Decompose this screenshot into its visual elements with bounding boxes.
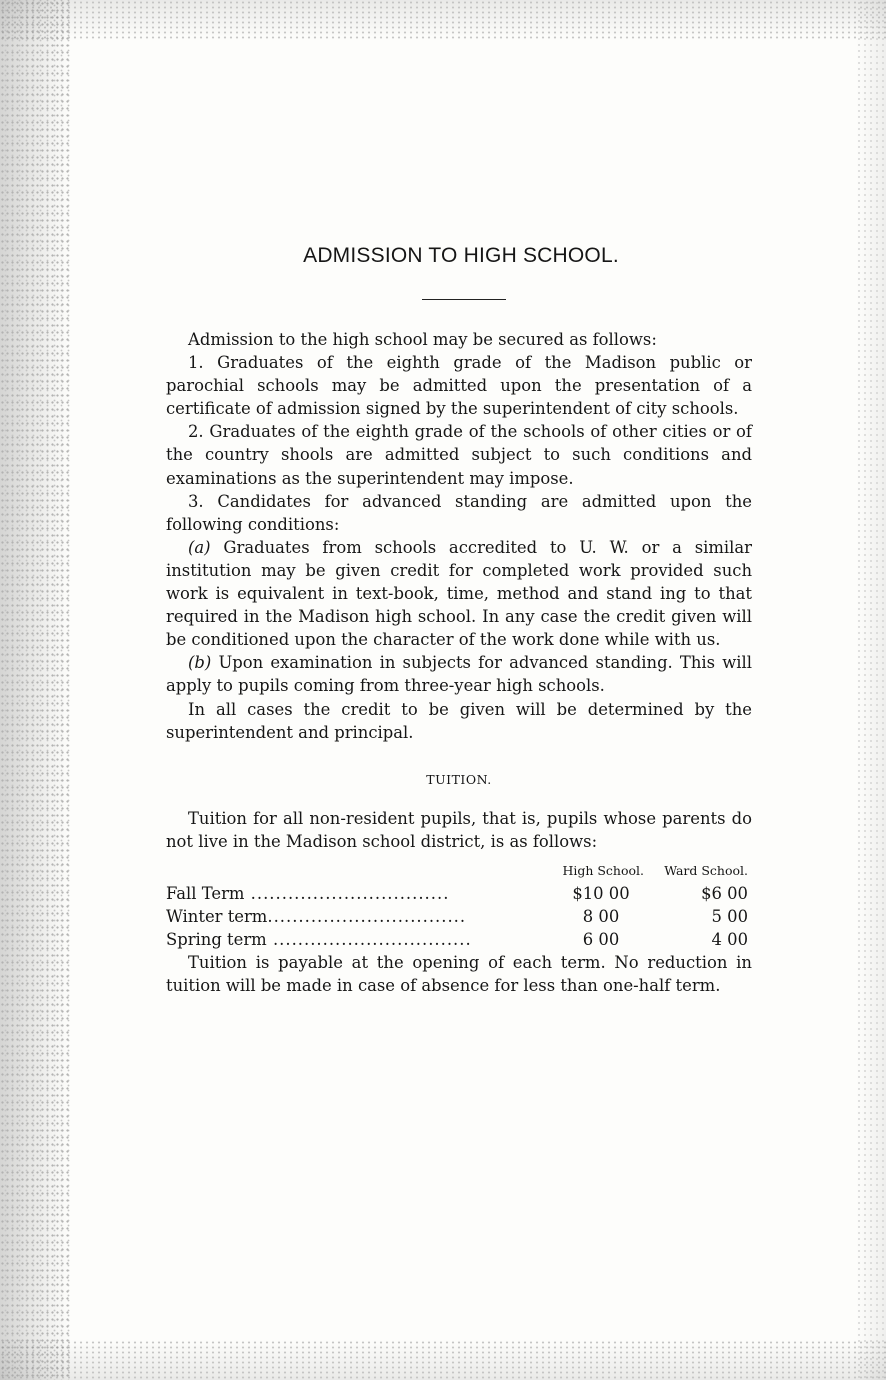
dot-leader: ................................ — [266, 930, 472, 950]
tuition-table — [166, 859, 752, 951]
dot-leader: ................................ — [267, 907, 467, 927]
condition-a-label: (a) — [188, 537, 211, 557]
credit-determination: In all cases the credit to be given will be determined by the superintendent and principal. — [166, 699, 752, 742]
ward-school-fee: $6 00 — [701, 884, 748, 904]
condition-b — [166, 651, 752, 697]
column-high-school: High School. — [562, 862, 644, 878]
table-row — [166, 905, 752, 928]
condition-b-text: Upon examination in subjects for advanced standing. This will apply to pupils coming from three-year high schools. — [166, 653, 752, 696]
table-row — [166, 882, 752, 905]
admission-rule-1: 1. Graduates of the eighth grade of the Madison public or parochial schools may be admitted upon the presentation of a certificate of admission signed by the superintendent of city schools. — [166, 353, 752, 419]
high-school-fee: 6 00 — [582, 930, 620, 950]
tuition-intro: Tuition for all non-resident pupils, that is, pupils whose parents do not live in the Madison school district, is as follows: — [166, 808, 752, 851]
term-name: Spring term — [166, 930, 267, 950]
title-divider — [422, 299, 506, 300]
page-edge-top — [0, 0, 886, 40]
dot-leader: ................................ — [244, 884, 450, 904]
tuition-table-header — [166, 859, 752, 882]
condition-b-label: (b) — [188, 653, 212, 673]
tuition-heading: TUITION. — [426, 771, 492, 787]
term-name: Fall Term — [166, 884, 245, 904]
page-edge-bottom — [0, 1340, 886, 1380]
ward-school-fee: 5 00 — [711, 907, 748, 927]
condition-a — [166, 536, 752, 651]
page-body — [166, 328, 752, 998]
page-edge-right — [856, 0, 886, 1380]
ward-school-fee: 4 00 — [711, 930, 748, 950]
admission-intro: Admission to the high school may be secured as follows: — [188, 330, 657, 349]
table-row — [166, 928, 752, 951]
page-title: ADMISSION TO HIGH SCHOOL. — [303, 244, 619, 267]
admission-rule-3: 3. Candidates for advanced standing are admitted upon the following conditions: — [166, 491, 752, 534]
column-ward-school: Ward School. — [664, 862, 748, 878]
page-edge-left — [0, 0, 70, 1380]
high-school-fee: $10 00 — [572, 884, 630, 904]
term-name: Winter term — [166, 907, 268, 927]
tuition-footer: Tuition is payable at the opening of each term. No reduction in tuition will be made in case of absence for less than one-half term. — [166, 953, 752, 996]
admission-rule-2: 2. Graduates of the eighth grade of the schools of other cities or of the country shools are admitted subject to such conditions and examinations as the superintendent may impose. — [166, 422, 752, 488]
high-school-fee: 8 00 — [582, 907, 620, 927]
condition-a-text: Graduates from schools accredited to U. W. or a similar institution may be given credit for completed work provided such work is equivalent in text-book, time, method and stand ing to that required in the Madison high school. In any case the credit given will be conditioned upon the character of the work done while with us. — [166, 537, 752, 650]
